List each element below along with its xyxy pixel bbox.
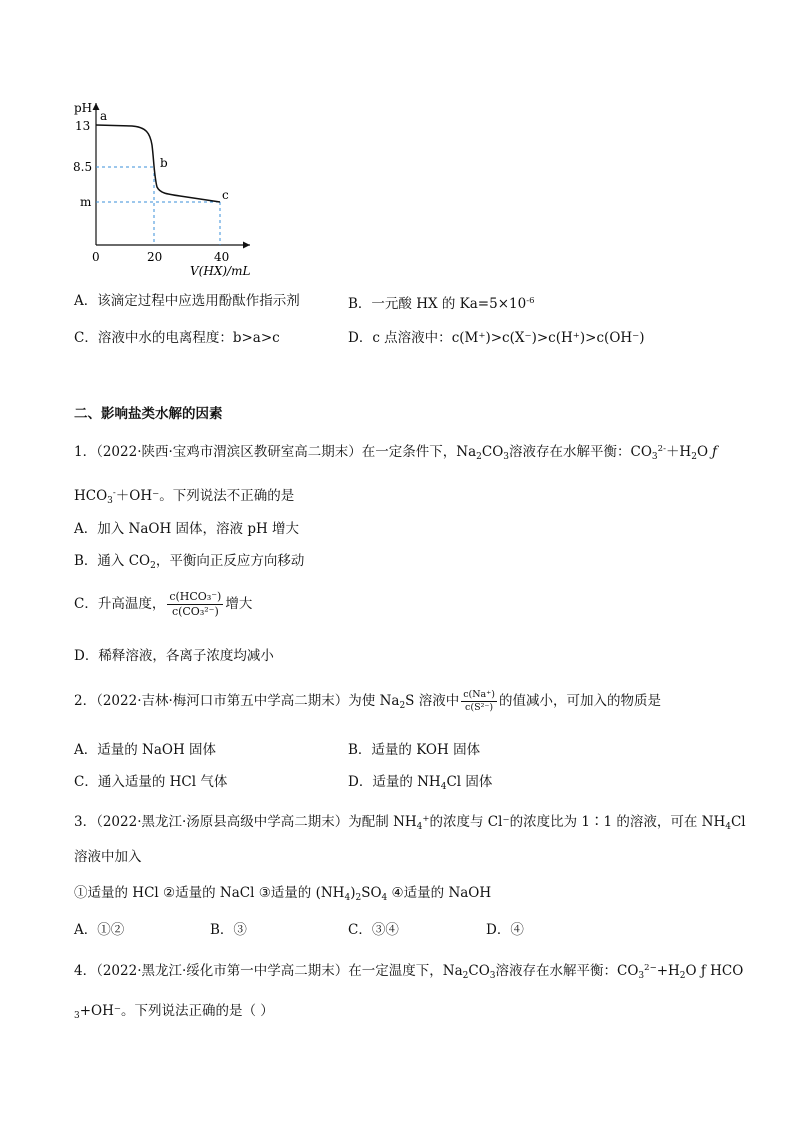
x-tick-0: 0 [92,250,100,264]
q3-items-d: ④适量的 NaOH [387,885,492,901]
q2-frac-num: c(Na⁺) [463,689,495,700]
q1-option-d: D．稀释溶液，各离子浓度均减小 [74,648,274,664]
prev-option-d-expr: c(M⁺)>c(X⁻)>c(H⁺)>c(OH⁻) [451,330,645,346]
q3-stem-b: 的浓度与 Cl⁻的浓度比为 1∶1 的溶液，可在 NH [429,814,726,830]
q1-stem-d: ＋H [665,444,692,460]
q1-stem-e: O [696,444,709,460]
q3-option-d: D．④ [486,922,524,938]
q1-stem-line1 [74,440,717,466]
q1-line2-sub: 3 [107,496,113,506]
q1-stem-line2 [74,484,294,510]
q1-stem-c: 溶液存在水解平衡：CO [509,444,652,460]
x-axis-label: V(HX)/mL [190,264,251,278]
q3-items [74,884,491,907]
q2-stem [74,689,661,715]
q4-stem-line1 [74,959,743,985]
q4-sub-3b: 3 [638,971,645,981]
q1-sup-charge: 2- [657,444,666,454]
q2-option-a: A．适量的 NaOH 固体 [74,742,217,758]
q2-option-d-sub: 4 [440,782,447,792]
q1-option-c-a: C．升高温度， [74,596,166,612]
q3-stem-c: Cl [730,814,746,830]
q1-option-c [74,590,252,619]
q1-option-b-sub: 2 [150,561,156,571]
q4-stem-e: O ƒ HCO [685,963,744,979]
prev-option-b-text: B．一元酸 HX 的 Ka=5×10 [348,296,527,312]
q2-stem-b: S 溶液中 [405,693,460,709]
q1-equilibrium-mark: ƒ [712,444,718,460]
q3-items-sub2: 2 [355,893,362,903]
titration-curve [96,125,220,202]
q1-sub-3: 3 [503,452,510,462]
q4-stem-a: 4．（2022·黑龙江·绥化市第一中学高二期末）在一定温度下，Na [74,963,463,979]
q1-stem-b: CO [481,444,504,460]
q1-stem-a: 1．（2022·陕西·宝鸡市渭滨区教研室高二期末）在一定条件下，Na [74,444,477,460]
titration-graph [60,95,260,280]
q4-sup-charge: 2− [644,963,657,973]
y-tick-m: m [80,195,92,209]
q4-sub-3: 3 [489,971,496,981]
q4-stem-b: CO [468,963,490,979]
y-axis-label: pH [74,101,93,115]
q2-option-d-b: Cl 固体 [446,774,493,790]
q1-stem-line2-a: HCO [74,488,108,504]
y-tick-8-5: 8.5 [73,160,93,174]
q3-option-c: C．③④ [348,922,399,938]
q1-option-b [74,552,304,575]
q3-items-b: ) [350,885,356,901]
q1-line2-sup: - [112,488,116,498]
q4-stem-d: +H [656,963,680,979]
q3-items-sub4b: 4 [381,893,388,903]
q3-items-c: SO [361,885,382,901]
q2-stem-a: 2．（2022·吉林·梅河口市第五中学高二期末）为使 Na [74,693,400,709]
q1-option-b-a: B．通入 CO [74,553,151,569]
q3-stem-line2: 溶液中加入 [74,849,142,865]
q2-fraction [461,689,497,714]
y-tick-13: 13 [75,119,91,133]
q3-stem-a: 3．（2022·黑龙江·汤原县高级中学高二期末）为配制 NH [74,814,417,830]
point-a: a [100,109,108,123]
x-tick-20: 20 [147,250,163,264]
q2-option-b: B．适量的 KOH 固体 [348,742,481,758]
q2-frac-den: c(S²⁻) [465,702,494,713]
x-tick-40: 40 [214,250,230,264]
prev-option-d [348,329,645,347]
q1-option-c-den: c(CO₃²⁻) [171,605,219,618]
q3-items-sub4: 4 [344,893,351,903]
q3-option-b: B．③ [210,922,247,938]
q1-sub-2b: 2 [691,452,697,462]
q4-sub-2: 2 [462,971,469,981]
prev-option-b [348,292,534,313]
q1-option-c-fraction [167,590,223,619]
q3-items-a: ①适量的 HCl ②适量的 NaCl ③适量的 (NH [74,885,345,901]
q2-sub: 2 [399,701,406,711]
q1-option-c-b: 增大 [225,596,253,612]
prev-option-b-exp: -6 [526,296,535,306]
q3-sub-4b: 4 [725,822,731,832]
q2-stem-c: 的值减小，可加入的物质是 [498,693,661,709]
q4-line2-sub: 3 [74,1011,80,1021]
q3-sup-plus: + [422,814,430,824]
q2-option-c: C．通入适量的 HCl 气体 [74,774,228,790]
q1-option-a: A．加入 NaOH 固体，溶液 pH 增大 [74,521,300,537]
q4-stem-c: 溶液存在水解平衡：CO [495,963,639,979]
q1-sub-2: 2 [476,452,482,462]
q1-sub-3b: 3 [651,452,658,462]
q1-stem-line2-b: ＋OH⁻。下列说法不正确的是 [115,488,295,504]
q4-sub-2b: 2 [679,971,686,981]
point-b: b [160,156,168,170]
q2-option-d [348,773,492,796]
q1-option-b-b: ，平衡向正反应方向移动 [155,553,305,569]
q3-option-a: A．①② [74,922,125,938]
prev-option-c: C．溶液中水的电离程度：b>a>c [74,330,280,346]
q3-stem-line1 [74,810,746,836]
prev-option-a: A．该滴定过程中应选用酚酞作指示剂 [74,293,300,309]
q1-option-c-num: c(HCO₃⁻) [169,590,222,603]
point-c: c [222,188,229,202]
q3-sub-4: 4 [416,822,423,832]
q4-stem-line2-a: +OH⁻。下列说法正确的是（ ） [79,1003,274,1019]
section-title: 二、影响盐类水解的因素 [74,406,223,422]
q4-stem-line2 [74,1002,274,1025]
prev-option-d-prefix: D．c 点溶液中： [348,330,452,346]
q2-option-d-a: D．适量的 NH [348,774,441,790]
